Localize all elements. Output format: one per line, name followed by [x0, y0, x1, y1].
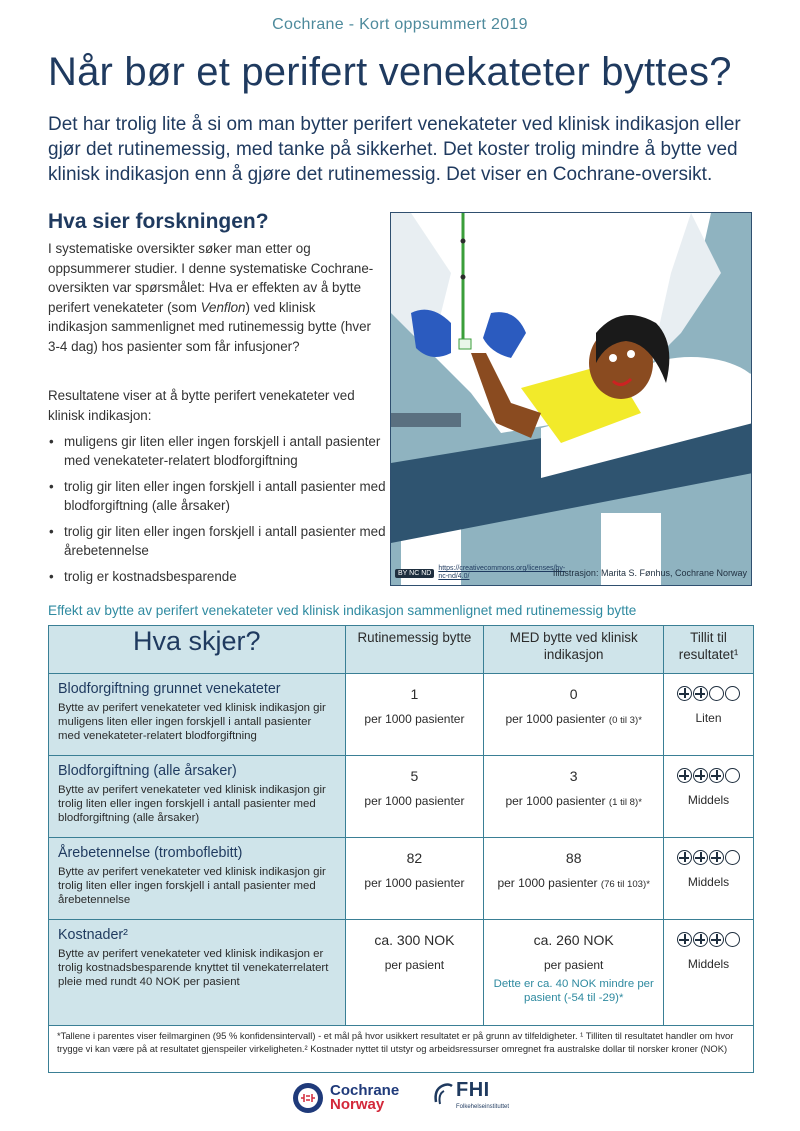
result-bullet: • trolig gir liten eller ingen forskjell i antall pasienter med blodforgiftning (alle årsaker)	[48, 477, 388, 515]
clinical-unit: per 1000 pasienter	[497, 876, 598, 890]
certainty-circle-icon	[677, 932, 692, 947]
certainty-circle-icon	[709, 686, 724, 701]
certainty-circle-icon	[725, 686, 740, 701]
confidence-interval: (76 til 103)*	[600, 879, 650, 890]
table-footnote: *Tallene i parentes viser feilmarginen (95 % konfidensintervall) - et mål på hvor usikkert resultatet er på grunn av tilfeldigheter. ¹ Tilliten til resultatet handler om hvor trygge vi kan være på at resultatet gjenspeiler virkeligheten.² Kostnader nyttet til utstyr og arbeidsressurser omregnet fra australske dollar til norsker kroner (NOK)	[48, 1025, 754, 1073]
effect-table	[48, 625, 754, 1026]
illustration-credit	[395, 565, 747, 581]
results-intro: Resultatene viser at å bytte perifert venekateter ved klinisk indikasjon:	[48, 388, 355, 423]
clinical-unit: per pasient	[544, 958, 604, 972]
table-head-certainty: Tillit til resultatet¹	[664, 626, 754, 674]
illustration	[390, 212, 752, 586]
table-row	[49, 838, 754, 920]
table-caption: Effekt av bytte av perifert venekateter ved klinisk indikasjon sammenlignet med rutinemessig bytte	[48, 603, 637, 618]
illustration-drawing	[391, 213, 752, 586]
logo-bar	[0, 1080, 800, 1124]
clinical-value: 0	[569, 686, 578, 702]
certainty-circle-icon	[677, 850, 692, 865]
table-head-main: Hva skjer?	[49, 626, 346, 674]
routine-value-cell	[345, 674, 484, 756]
clinical-unit-line	[488, 876, 659, 890]
fhi-logo	[432, 1080, 509, 1110]
certainty-circle-icon	[677, 768, 692, 783]
venflon-term: Venflon	[200, 299, 246, 315]
certainty-cell	[664, 920, 754, 1026]
certainty-cell	[664, 756, 754, 838]
outcome-cell	[49, 756, 346, 838]
outcome-title: Kostnader²	[58, 927, 128, 943]
certainty-circle-icon	[677, 686, 692, 701]
table-row	[49, 920, 754, 1026]
results-list	[48, 432, 388, 593]
illustrator-credit: Illustrasjon: Marita S. Fønhus, Cochrane Norway	[552, 568, 747, 578]
table-header-row	[49, 626, 754, 674]
cc-license-link[interactable]: https://creativecommons.org/licenses/by-nc-nd/4.0/	[438, 565, 566, 580]
cost-difference-note: Dette er ca. 40 NOK mindre per pasient (-54 til -29)*	[493, 978, 654, 1004]
research-heading: Hva sier forskningen?	[48, 210, 269, 233]
clinical-value-cell	[484, 920, 664, 1026]
certainty-rating	[666, 932, 751, 947]
clinical-unit-line	[488, 712, 659, 726]
routine-unit: per 1000 pasienter	[364, 876, 465, 890]
certainty-rating	[666, 686, 751, 701]
cochrane-logo	[292, 1082, 399, 1114]
certainty-circle-icon	[693, 850, 708, 865]
routine-unit: per 1000 pasienter	[364, 712, 465, 726]
outcome-cell	[49, 838, 346, 920]
routine-value: 82	[406, 850, 423, 866]
clinical-value: 88	[565, 850, 582, 866]
cochrane-logo-text: Cochrane	[330, 1082, 400, 1099]
clinical-value: ca. 260 NOK	[533, 932, 614, 948]
outcome-cell	[49, 920, 346, 1026]
table-row	[49, 674, 754, 756]
clinical-value-cell	[484, 838, 664, 920]
table-row	[49, 756, 754, 838]
certainty-circle-icon	[693, 932, 708, 947]
certainty-rating	[666, 850, 751, 865]
routine-value: 1	[410, 686, 419, 702]
certainty-label: Middels	[687, 875, 730, 889]
clinical-value-cell	[484, 674, 664, 756]
series-header: Cochrane - Kort oppsummert 2019	[272, 16, 528, 33]
routine-value-cell	[345, 920, 484, 1026]
certainty-cell	[664, 838, 754, 920]
cochrane-logo-subtext: Norway	[330, 1096, 385, 1113]
table-head-routine: Rutinemessig bytte	[345, 626, 484, 674]
outcome-title: Blodforgiftning (alle årsaker)	[58, 763, 237, 779]
routine-value-cell	[345, 756, 484, 838]
routine-unit: per pasient	[384, 958, 445, 972]
fhi-logo-text: FHI	[456, 1079, 490, 1101]
clinical-unit: per 1000 pasienter	[505, 712, 606, 726]
outcome-description: Bytte av perifert venekateter ved klinisk indikasjon gir trolig liten eller ingen forskjell i antall pasienter med årebetennelse	[58, 866, 326, 906]
certainty-circle-icon	[693, 768, 708, 783]
certainty-circle-icon	[693, 686, 708, 701]
result-bullet: • muligens gir liten eller ingen forskjell i antall pasienter med venekateter-relatert blodforgiftning	[48, 432, 388, 470]
certainty-circle-icon	[709, 850, 724, 865]
confidence-interval: (0 til 3)*	[608, 715, 642, 726]
table-head-clinical: MED bytte ved klinisk indikasjon	[484, 626, 664, 674]
certainty-label: Middels	[687, 957, 730, 971]
certainty-circle-icon	[709, 768, 724, 783]
certainty-circle-icon	[725, 850, 740, 865]
certainty-label: Liten	[695, 711, 722, 725]
cochrane-logo-icon	[292, 1082, 324, 1114]
confidence-interval: (1 til 8)*	[608, 797, 642, 808]
outcome-description: Bytte av perifert venekateter ved klinisk indikasjon gir muligens liten eller ingen forskjell i antall pasienter med venekateter-relatert blodforgiftning	[58, 702, 326, 742]
routine-value: ca. 300 NOK	[374, 932, 455, 948]
cc-license-badge: BY NC ND	[395, 569, 434, 578]
routine-value-cell	[345, 838, 484, 920]
outcome-description: Bytte av perifert venekateter ved klinisk indikasjon er trolig kostnadsbesparende knyttet til venekaterrelatert pleie med rundt 40 NOK per pasient	[58, 948, 329, 988]
research-paragraph-part2: ) ved klinisk indikasjon sammenlignet med rutinemessig bytte (hver 3-4 dag) hos pasienter som får infusjoner?	[48, 299, 372, 354]
clinical-value: 3	[569, 768, 578, 784]
page-title: Når bør et perifert venekateter byttes?	[48, 50, 732, 94]
certainty-rating	[666, 768, 751, 783]
certainty-circle-icon	[725, 932, 740, 947]
routine-value: 5	[410, 768, 419, 784]
clinical-unit-line	[488, 794, 659, 808]
certainty-circle-icon	[709, 932, 724, 947]
result-bullet: • trolig gir liten eller ingen forskjell i antall pasienter med årebetennelse	[48, 522, 388, 560]
outcome-title: Blodforgiftning grunnet venekateter	[58, 681, 281, 697]
fhi-logo-icon	[432, 1080, 454, 1106]
research-paragraph-part1: I systematiske oversikter søker man etter og oppsummerer studier. I denne systematiske Cochrane-oversikten var spørsmålet: Hva er effekten av å bytte perifert venekateter (som	[48, 241, 374, 315]
lead-summary: Det har trolig lite å si om man bytter perifert venekateter ved klinisk indikasjon eller gjør det rutinemessig, med tanke på sikkerhet. Det koster trolig mindre å bytte ved klinisk indikasjon enn å gjøre det rutinemessig. Det viser en Cochrane-oversikt.	[48, 114, 741, 185]
outcome-cell	[49, 674, 346, 756]
outcome-title: Årebetennelse (tromboflebitt)	[58, 845, 243, 861]
fhi-logo-subtext: Folkehelseinstituttet	[456, 1104, 510, 1110]
research-paragraph	[48, 239, 378, 356]
routine-unit: per 1000 pasienter	[364, 794, 465, 808]
certainty-cell	[664, 674, 754, 756]
result-bullet: • trolig er kostnadsbesparende	[48, 567, 388, 586]
clinical-unit: per 1000 pasienter	[505, 794, 606, 808]
certainty-circle-icon	[725, 768, 740, 783]
certainty-label: Middels	[687, 793, 730, 807]
clinical-value-cell	[484, 756, 664, 838]
outcome-description: Bytte av perifert venekateter ved klinisk indikasjon gir trolig liten eller ingen forskjell i antall pasienter med blodforgiftning (alle årsaker)	[58, 784, 326, 824]
